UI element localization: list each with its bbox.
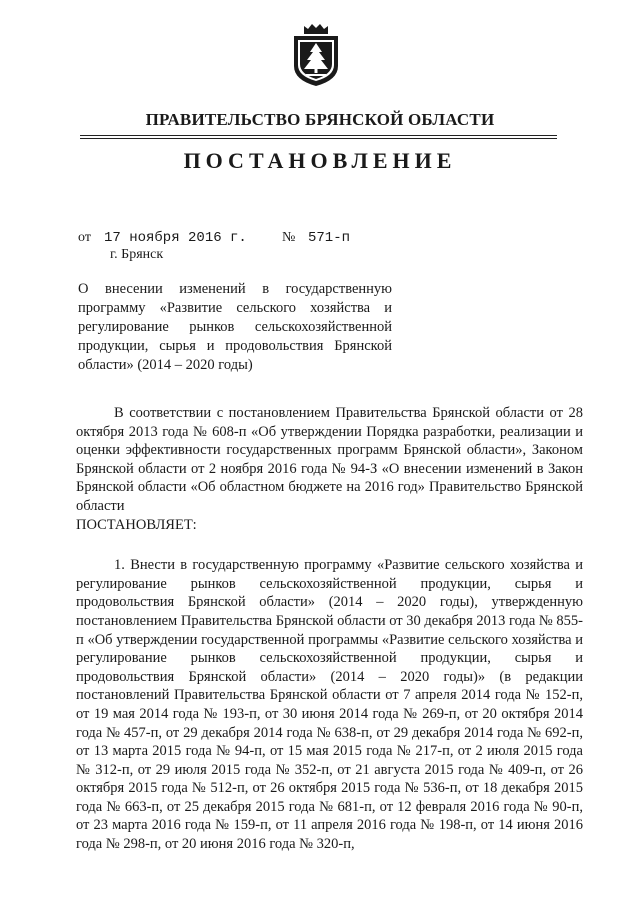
preamble-paragraph: В соответствии с постановлением Правительства Брянской области от 28 октября 2013 года № 608-п «Об утверждении Порядка разработки, реализации и оценки эффективности государственных программ Брянской области», Законом Брянской области от 2 ноября 2016 года № 94-З «О внесении изменений в Закон Брянской области «Об областном бюджете на 2016 год» Правительство Брянской области	[76, 405, 583, 514]
decree-word: ПОСТАНОВЛЯЕТ:	[76, 516, 197, 533]
document-city: г. Брянск	[110, 247, 164, 262]
document-date: 17 ноября 2016 г.	[104, 230, 247, 246]
clause-1-paragraph: 1. Внести в государственную программу «Развитие сельского хозяйства и регулирование рынков сельскохозяйственной продукции, сырья и продовольствия Брянской области» (2014 – 2020 годы), утвержденную постановлением Правительства Брянской области от 30 декабря 2013 года № 855-п «Об утверждении государственной программы «Развитие сельского хозяйства и регулирование рынков сельскохозяйственной продукции, сырья и продовольствия Брянской области» (2014 – 2020 годы)» (в редакции постановлений Правительства Брянской области от 7 апреля 2014 года № 152-п, от 19 мая 2014 года № 193-п, от 30 июня 2014 года № 269-п, от 20 октября 2014 года № 457-п, от 29 декабря 2014 года № 638-п, от 29 декабря 2014 года № 692-п, от 13 марта 2015 года № 94-п, от 15 мая 2015 года № 217-п, от 2 июля 2015 года № 312-п, от 29 июля 2015 года № 352-п, от 21 августа 2015 года № 409-п, от 26 октября 2015 года № 512-п, от 26 октября 2015 года № 536-п, от 18 декабря 2015 года № 663-п, от 25 декабря 2015 года № 681-п, от 12 февраля 2016 года № 90-п, от 23 марта 2016 года № 159-п, от 11 апреля 2016 года № 198-п, от 14 июня 2016 года № 298-п, от 20 июня 2016 года № 320-п,	[76, 557, 583, 853]
date-prefix: от	[78, 230, 91, 245]
number-label: №	[282, 230, 296, 245]
header-rule-bottom	[80, 138, 557, 139]
dateline	[78, 230, 350, 246]
document-body	[76, 404, 583, 854]
document-subject: О внесении изменений в государственную программу «Развитие сельского хозяйства и регулирование рынков сельскохозяйственной продукции, сырья и продовольствия Брянской области» (2014 – 2020 годы)	[78, 281, 392, 373]
government-title: ПРАВИТЕЛЬСТВО БРЯНСКОЙ ОБЛАСТИ	[145, 110, 495, 129]
coat-of-arms-icon	[290, 22, 342, 88]
document-number: 571-п	[308, 230, 351, 246]
document-type-title: ПОСТАНОВЛЕНИЕ	[183, 148, 457, 173]
header-rule-top	[80, 135, 557, 136]
